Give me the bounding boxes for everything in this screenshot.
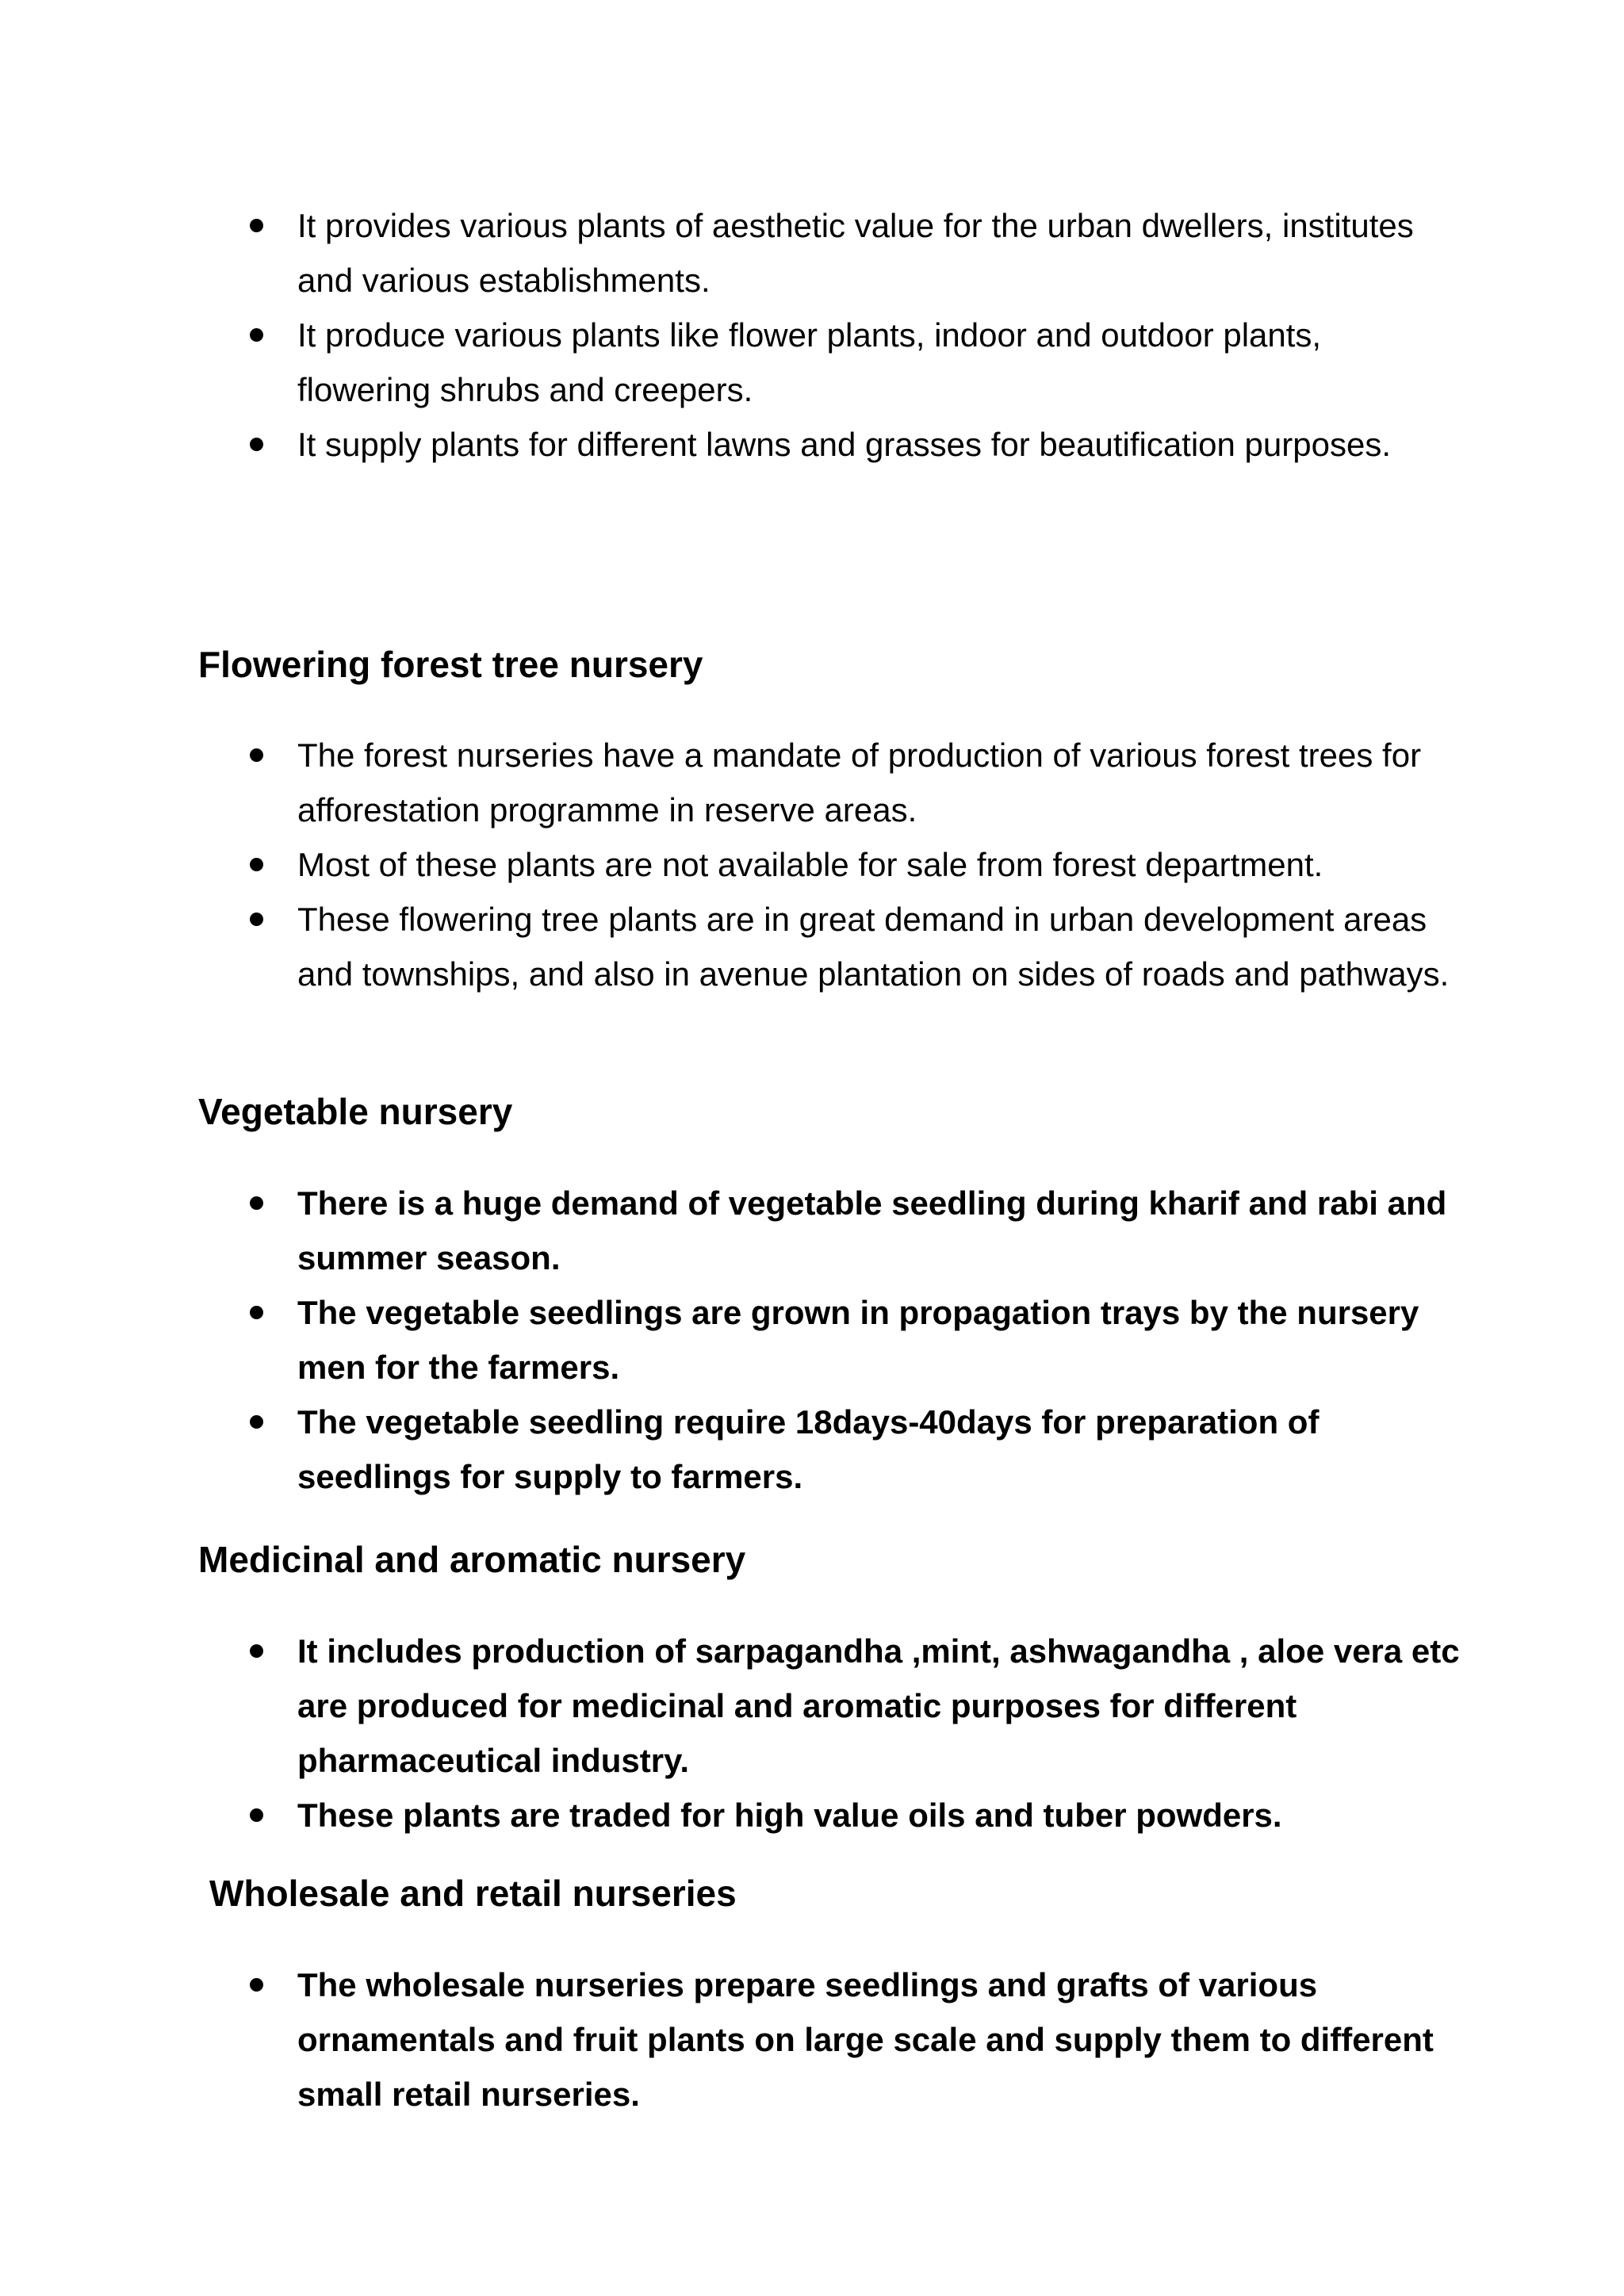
list-item-text: These flowering tree plants are in great demand in urban development areas and townships, and also in avenue plantation on sides of roads and pathways. [297, 901, 1450, 993]
list-item [0, 837, 1463, 892]
list-item-text: It provides various plants of aesthetic value for the urban dwellers, institutes and various establishments. [297, 207, 1414, 299]
bullet-icon [250, 219, 263, 232]
list-item-text: Most of these plants are not available for sale from forest department. [297, 846, 1323, 883]
flowering-forest-bullet-list [0, 728, 1624, 1001]
list-item-text: It includes production of sarpagandha ,mint, ashwagandha , aloe vera etc are produced for medicinal and aromatic purposes for different pharmaceutical industry. [297, 1632, 1460, 1779]
bullet-icon [250, 438, 263, 451]
bullet-icon [250, 1644, 263, 1658]
list-item-text: The wholesale nurseries prepare seedlings and grafts of various ornamentals and fruit plants on large scale and supply them to different small retail nurseries. [297, 1966, 1434, 2113]
list-item [0, 417, 1463, 472]
list-item [0, 1957, 1463, 2122]
list-item-text: The vegetable seedlings are grown in propagation trays by the nursery men for the farmers. [297, 1294, 1419, 1386]
bullet-icon [250, 858, 263, 871]
list-item [0, 892, 1463, 1001]
bullet-icon [250, 1196, 263, 1210]
medicinal-aromatic-bullet-list [0, 1624, 1624, 1843]
list-item-text: The forest nurseries have a mandate of production of various forest trees for afforestation programme in reserve areas. [297, 737, 1422, 828]
list-item-text: These plants are traded for high value oils and tuber powders. [297, 1797, 1282, 1834]
bullet-icon [250, 1415, 263, 1429]
wholesale-retail-bullet-list [0, 1957, 1624, 2122]
bullet-icon [250, 1808, 263, 1822]
list-item [0, 1176, 1463, 1285]
section-heading-wholesale-retail: Wholesale and retail nurseries [209, 1873, 737, 1914]
bullet-icon [250, 328, 263, 342]
list-item-text: There is a huge demand of vegetable seedling during kharif and rabi and summer season. [297, 1184, 1447, 1276]
list-item [0, 1395, 1463, 1504]
list-item [0, 308, 1463, 417]
list-item [0, 198, 1463, 308]
section-heading-flowering-forest: Flowering forest tree nursery [198, 644, 703, 685]
list-item [0, 1624, 1463, 1788]
list-item [0, 1285, 1463, 1395]
bullet-icon [250, 913, 263, 926]
list-item [0, 1788, 1463, 1843]
bullet-icon [250, 1306, 263, 1319]
list-item [0, 728, 1463, 837]
bullet-icon [250, 748, 263, 762]
section-heading-medicinal-aromatic: Medicinal and aromatic nursery [198, 1539, 746, 1580]
section-heading-vegetable: Vegetable nursery [198, 1091, 513, 1132]
list-item-text: The vegetable seedling require 18days-40days for preparation of seedlings for supply to farmers. [297, 1403, 1320, 1495]
list-item-text: It produce various plants like flower plants, indoor and outdoor plants, flowering shrubs and creepers. [297, 316, 1322, 408]
bullet-icon [250, 1978, 263, 1992]
vegetable-bullet-list [0, 1176, 1624, 1504]
list-item-text: It supply plants for different lawns and grasses for beautification purposes. [297, 426, 1392, 463]
intro-bullet-list [0, 198, 1624, 472]
